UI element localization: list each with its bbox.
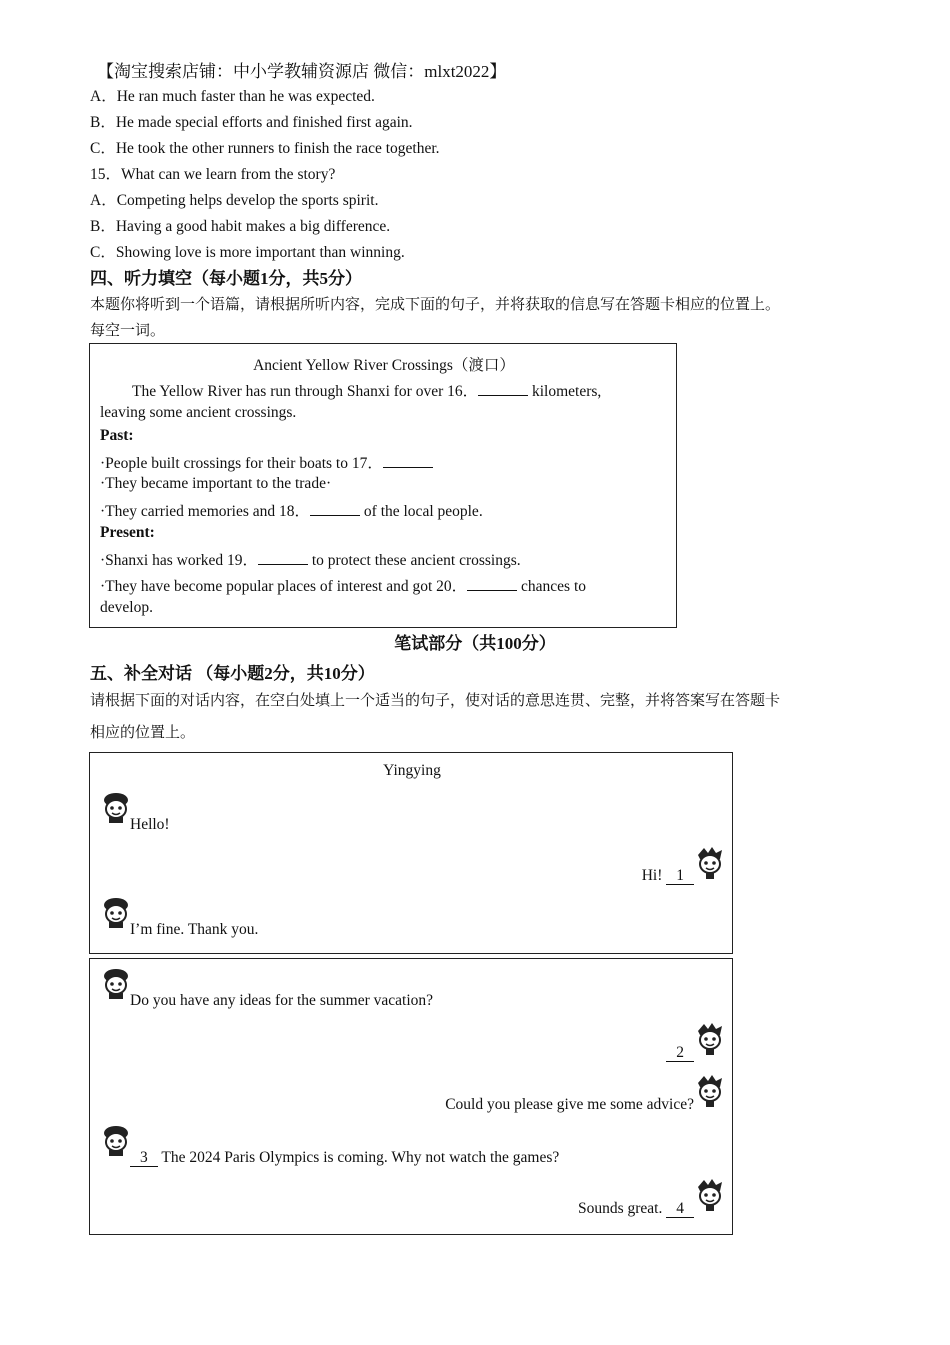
section4-instructions: 本题你将听到一个语篇，请根据所听内容，完成下面的句子，并将获取的信息写在答题卡相应的位置上。	[90, 297, 781, 313]
dialogue-blank-2[interactable]: 2	[666, 1045, 694, 1062]
present-item-2-cont: develop.	[100, 599, 153, 616]
listening-fill-box	[89, 343, 677, 628]
q15-stem: 15．What can we learn from the story?	[90, 166, 336, 183]
dialogue-line-2	[642, 867, 694, 885]
answer-blank-16[interactable]	[478, 380, 528, 396]
girl-avatar-icon	[100, 791, 132, 827]
girl-avatar-icon	[100, 896, 132, 932]
girl-avatar-icon	[100, 1124, 132, 1160]
dialogue-blank-3[interactable]: 3	[130, 1150, 158, 1167]
past-item-1	[100, 451, 433, 473]
dialogue-line-7-text: The 2024 Paris Olympics is coming. Why not watch the games?	[157, 1149, 560, 1166]
dialogue-line-7	[130, 1149, 559, 1167]
boy-avatar-icon	[694, 1177, 726, 1213]
dialogue-box-2	[89, 958, 733, 1235]
past-item-2: ·They became important to the trade·	[100, 475, 332, 492]
q15-option-a: A．Competing helps develop the sports spirit.	[90, 192, 379, 209]
present-label: Present:	[100, 524, 155, 541]
q14-option-c: C．He took the other runners to finish the race together.	[90, 140, 440, 157]
dialogue-line-8-text: Sounds great.	[577, 1200, 667, 1217]
past-item-3-text-b: of the local people.	[360, 503, 483, 520]
present-item-2	[100, 574, 586, 596]
box-title: Ancient Yellow River Crossings（渡口）	[253, 357, 515, 374]
dialogue-line-2-text: Hi!	[641, 867, 667, 884]
dialogue-line-4: Do you have any ideas for the summer vacation?	[130, 992, 434, 1009]
q14-option-b: B．He made special efforts and finished first again.	[90, 114, 413, 131]
dialogue-blank-4[interactable]: 4	[666, 1201, 694, 1218]
present-item-1-text-b: to protect these ancient crossings.	[308, 552, 521, 569]
dialogue-box-1	[89, 752, 733, 954]
written-part-heading: 笔试部分（共100分）	[394, 634, 556, 653]
dialogue-line-8	[578, 1200, 694, 1218]
dialogue-line-5	[666, 1044, 694, 1062]
girl-avatar-icon	[100, 967, 132, 1003]
answer-blank-19[interactable]	[258, 549, 308, 565]
answer-blank-20[interactable]	[467, 575, 517, 591]
present-item-2-text-b: chances to	[517, 578, 586, 595]
boy-avatar-icon	[694, 1073, 726, 1109]
intro-text-b: kilometers,	[528, 383, 602, 400]
boy-avatar-icon	[694, 1021, 726, 1057]
past-item-3	[100, 499, 483, 521]
section4-title: 四、听力填空（每小题1分，共5分）	[90, 269, 362, 288]
dialogue-line-1: Hello!	[130, 816, 170, 833]
answer-blank-17[interactable]	[383, 452, 433, 468]
dialogue-blank-1[interactable]: 1	[666, 868, 694, 885]
boy-avatar-icon	[694, 845, 726, 881]
past-item-1-text: ·People built crossings for their boats to 17．	[100, 455, 383, 472]
dialogue-line-3: I’m fine. Thank you.	[130, 921, 259, 938]
section4-instructions-2: 每空一词。	[90, 323, 166, 339]
section5-instructions-2: 相应的位置上。	[90, 725, 196, 741]
present-item-1-text-a: ·Shanxi has worked 19．	[100, 552, 258, 569]
intro-line-2: leaving some ancient crossings.	[100, 404, 297, 421]
q15-option-b: B．Having a good habit makes a big difference.	[90, 218, 391, 235]
past-item-3-text-a: ·They carried memories and 18．	[100, 503, 311, 520]
section5-title: 五、补全对话 （每小题2分，共10分）	[90, 664, 375, 683]
present-item-2-text-a: ·They have become popular places of interest and got 20．	[100, 578, 468, 595]
section5-instructions: 请根据下面的对话内容，在空白处填上一个适当的句子，使对话的意思连贯、完整，并将答案写在答题卡	[90, 693, 781, 709]
speaker-name: Yingying	[383, 762, 441, 779]
q14-option-a: A．He ran much faster than he was expected.	[90, 88, 375, 105]
page-header: 【淘宝搜索店铺：中小学教辅资源店 微信：mlxt2022】	[97, 62, 507, 81]
q15-option-c: C．Showing love is more important than winning.	[90, 244, 405, 261]
answer-blank-18[interactable]	[310, 500, 360, 516]
past-label: Past:	[100, 427, 134, 444]
dialogue-line-6: Could you please give me some advice?	[445, 1096, 694, 1113]
present-item-1	[100, 548, 521, 570]
intro-text-a: The Yellow River has run through Shanxi for over 16．	[132, 383, 479, 400]
intro-line	[132, 379, 601, 401]
